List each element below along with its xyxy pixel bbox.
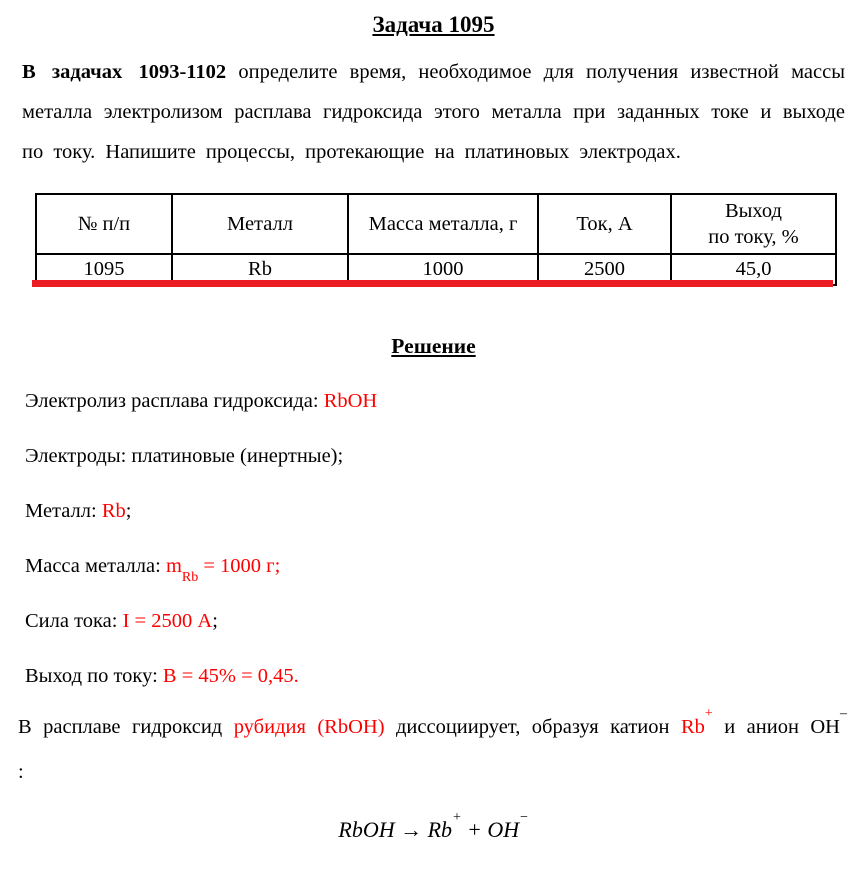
- solution-line-electrodes: [25, 444, 867, 469]
- table-header-yield-line1: Выход: [724, 200, 782, 222]
- line-label: Сила тока:: [25, 610, 123, 632]
- dissoc-text-3: и анион ОН: [712, 716, 840, 738]
- cation-symbol: Rb: [680, 716, 705, 738]
- line-label: Электроды: платиновые (инертные);: [25, 445, 344, 467]
- line-label: Металл:: [25, 500, 102, 522]
- equation-plus: +: [467, 817, 482, 842]
- cell-mass: 1000: [348, 254, 538, 285]
- dissociation-equation: [0, 809, 867, 844]
- problem-title: Задача 1095: [372, 12, 495, 37]
- solution-line-electrolysis: [25, 389, 867, 414]
- line-tail: ;: [212, 610, 218, 632]
- table-header-row: [36, 194, 836, 254]
- table-header-yield-line2: по току, %: [708, 226, 799, 248]
- yield-value: В = 45% = 0,45.: [162, 665, 299, 687]
- line-label: Электролиз расплава гидроксида:: [25, 390, 324, 412]
- line-label: Выход по току:: [25, 665, 163, 687]
- table-header-current: Ток, А: [538, 194, 671, 254]
- intro-paragraph: [22, 52, 845, 172]
- line-label: Масса металла:: [25, 555, 166, 577]
- cell-number: 1095: [36, 254, 172, 285]
- intro-bold-range: В задачах 1093-1102: [22, 61, 227, 83]
- anion-charge: –: [839, 706, 847, 722]
- red-underline-rule: [32, 280, 833, 287]
- line-tail: ;: [125, 500, 132, 522]
- solution-heading: Решение: [391, 334, 476, 358]
- table-header-yield: [671, 194, 836, 254]
- dissociation-paragraph: [18, 705, 847, 795]
- current-value: I = 2500 А: [122, 610, 213, 632]
- mass-symbol: m: [165, 555, 182, 577]
- intro-text: определите время, необходимое для получения известной массы металла электролизом расплава гидроксида этого металла при заданных токе и выходе по току. Напишите процессы, протекающие на платиновых электродах.: [22, 61, 845, 163]
- dissoc-red-hydroxide: рубидия (RbOH): [233, 716, 385, 738]
- table-header-number: № п/п: [36, 194, 172, 254]
- cell-yield: 45,0: [671, 254, 836, 285]
- solution-line-mass: [25, 554, 867, 586]
- equation-anion-charge: −: [519, 809, 529, 825]
- arrow-icon: →: [400, 817, 423, 842]
- equation-rhs-anion: OH: [487, 817, 520, 842]
- equation-rhs-cation: Rb: [427, 817, 453, 842]
- solution-line-metal: [25, 499, 867, 524]
- dissoc-text-1: В расплаве гидроксид: [18, 716, 234, 738]
- table-header-mass: Масса металла, г: [348, 194, 538, 254]
- metal-symbol: Rb: [101, 500, 126, 522]
- dissoc-text-2: диссоциирует, образуя катион: [384, 716, 681, 738]
- equation-cation-charge: +: [452, 809, 462, 825]
- cell-metal: Rb: [172, 254, 348, 285]
- dissoc-text-tail: :: [18, 761, 24, 783]
- table-header-metal: Металл: [172, 194, 348, 254]
- solution-line-current: [25, 609, 867, 634]
- solution-line-yield: [25, 664, 867, 689]
- equation-lhs: RbOH: [338, 817, 395, 842]
- problem-table: [35, 193, 837, 286]
- cell-current: 2500: [538, 254, 671, 285]
- document-page: [0, 10, 867, 844]
- mass-symbol-subscript: Rb: [181, 570, 199, 586]
- electrolyte-formula: RbOH: [323, 390, 378, 412]
- mass-value: = 1000 г;: [198, 555, 281, 577]
- cation-charge: +: [704, 706, 713, 722]
